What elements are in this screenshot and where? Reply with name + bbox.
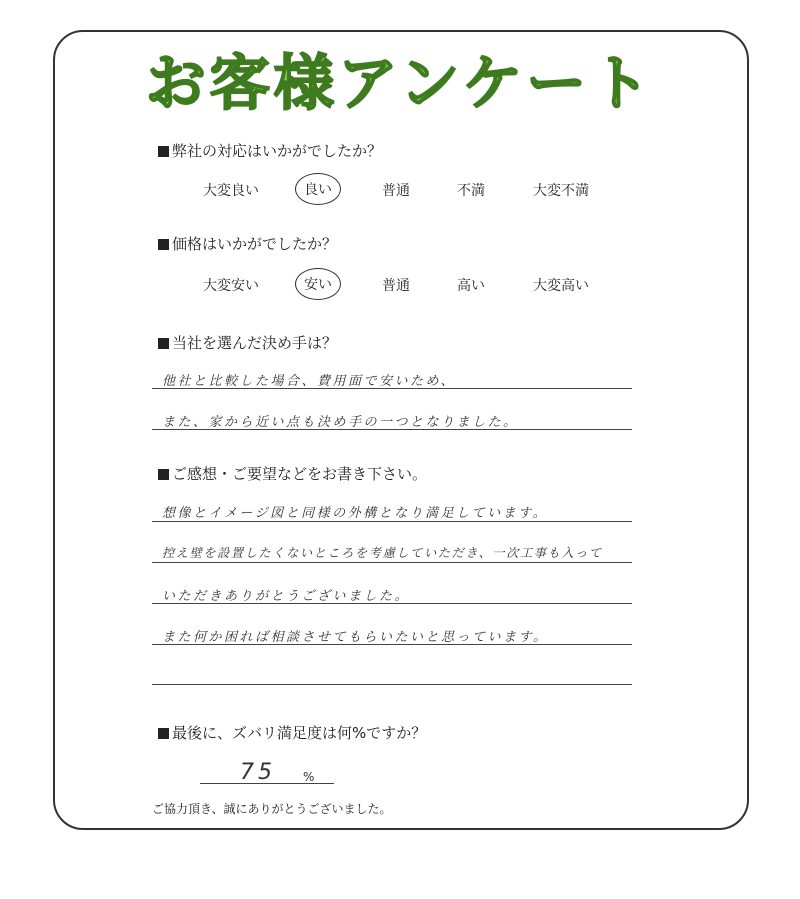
question-4 <box>158 463 427 484</box>
q4-answer-line-4: また何か困れば相談させてもらいたいと思っています。 <box>162 630 549 645</box>
bullet-square-icon <box>158 239 169 250</box>
bullet-square-icon <box>158 146 169 157</box>
question-5-text: 最後に、ズバリ満足度は何%ですか？ <box>172 724 427 742</box>
question-2-options <box>0 275 800 305</box>
bullet-square-icon <box>158 469 169 480</box>
q2-option-4[interactable]: 高い <box>457 278 485 294</box>
q2-option-5[interactable]: 大変高い <box>533 278 589 294</box>
question-3 <box>158 332 337 353</box>
answer-rule <box>152 684 632 685</box>
footer-thanks: ご協力頂き、誠にありがとうございました。 <box>152 802 392 816</box>
bullet-square-icon <box>158 728 169 739</box>
answer-rule <box>152 562 632 563</box>
q1-option-5[interactable]: 大変不満 <box>533 183 589 199</box>
answer-rule <box>152 603 632 604</box>
question-1 <box>158 140 382 161</box>
question-3-text: 当社を選んだ決め手は？ <box>172 334 338 352</box>
q4-answer-line-1: 想像とイメージ図と同様の外構となり満足しています。 <box>162 506 549 521</box>
q1-option-1[interactable]: 大変良い <box>203 183 259 199</box>
satisfaction-value: 75 <box>240 760 276 785</box>
answer-rule <box>152 429 632 430</box>
answer-rule <box>152 644 632 645</box>
q1-option-2-selected[interactable]: 良い <box>295 173 341 205</box>
q1-option-4[interactable]: 不満 <box>457 183 485 199</box>
question-2-text: 価格はいかがでしたか？ <box>172 235 338 253</box>
q2-option-2-selected[interactable]: 安い <box>295 268 341 300</box>
question-4-text: ご感想・ご要望などをお書き下さい。 <box>172 465 428 483</box>
question-2 <box>158 233 337 254</box>
answer-rule <box>152 521 632 522</box>
q3-answer-line-2: また、家から近い点も決め手の一つとなりました。 <box>162 415 519 430</box>
question-1-options <box>0 180 800 210</box>
survey-title: お客様アンケート <box>145 49 655 119</box>
answer-rule <box>152 388 632 389</box>
q4-answer-line-2: 控え壁を設置したくないところを考慮していただき、一次工事も入って <box>162 546 603 560</box>
satisfaction-rule <box>200 783 334 784</box>
bullet-square-icon <box>158 338 169 349</box>
q3-answer-line-1: 他社と比較した場合、費用面で安いため、 <box>162 374 456 389</box>
question-5 <box>158 722 426 743</box>
q1-option-3[interactable]: 普通 <box>382 183 410 199</box>
q2-option-1[interactable]: 大変安い <box>203 278 259 294</box>
q2-option-3[interactable]: 普通 <box>382 278 410 294</box>
percent-unit: % <box>303 770 315 784</box>
question-1-text: 弊社の対応はいかがでしたか？ <box>172 142 383 160</box>
q4-answer-line-3: いただきありがとうございました。 <box>162 589 411 604</box>
